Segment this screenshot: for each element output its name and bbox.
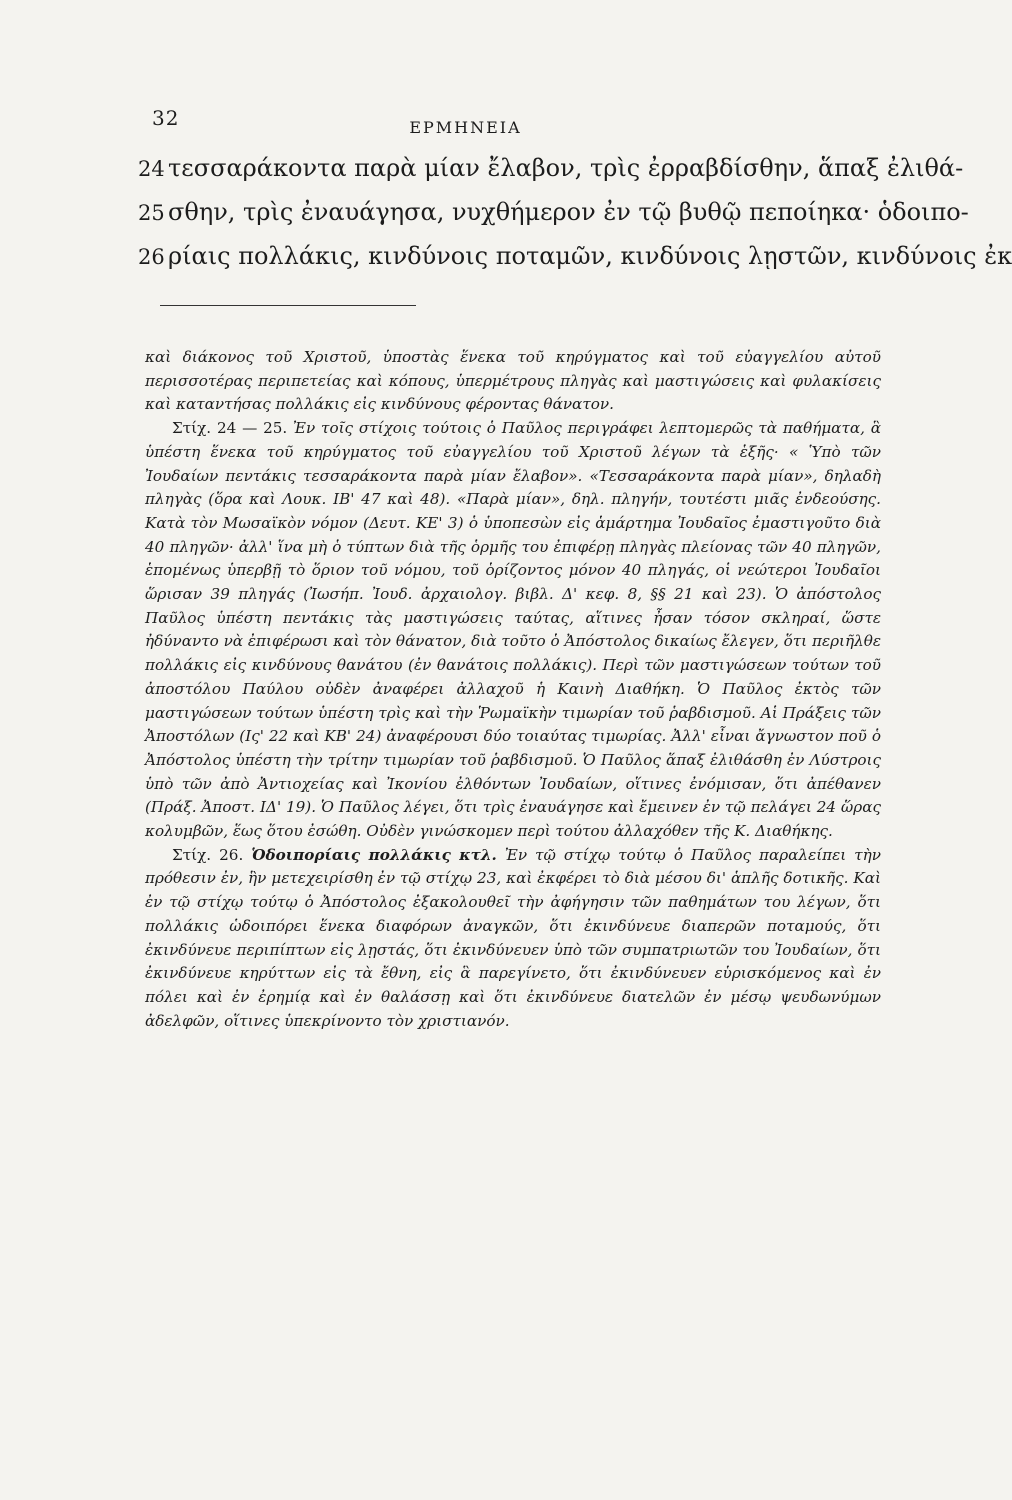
commentary-paragraph: καὶ διάκονος τοῦ Χριστοῦ, ὑποστὰς ἕνεκα τοῦ κηρύγματος καὶ τοῦ εὐαγγελίου αὐτοῦ περισσοτέρας περιπετείας καὶ κόπους, ὑπερμέτρους πληγὰς καὶ μαστιγώσεις καὶ φυλακίσεις καὶ καταντήσας πολλάκις εἰς κινδύνους φέροντας θάνατον. xyxy=(145,348,881,414)
running-title: ΕΡΜΗΝΕΙΑ xyxy=(409,118,522,137)
commentary xyxy=(145,346,881,1033)
verse-line xyxy=(138,242,1012,286)
verse-number: 24 xyxy=(138,157,165,181)
footnote-divider xyxy=(160,305,416,306)
scripture-text xyxy=(138,154,1012,286)
commentary-text: Ἐν τοῖς στίχοις τούτοις ὁ Παῦλος περιγράφει λεπτομερῶς τὰ παθήματα, ἃ ὑπέστη ἕνεκα τοῦ κηρύγματος τοῦ εὐαγγελίου τοῦ Χριστοῦ λέγων τὰ ἑξῆς· « Ὑπὸ τῶν Ἰουδαίων πεντάκις τεσσαράκοντα παρὰ μίαν ἔλαβον». «Τεσσαράκοντα παρὰ μίαν», δηλαδὴ πληγὰς (ὅρα καὶ Λουκ. ΙΒ' 47 καὶ 48). «Παρὰ μίαν», δηλ. πληγήν, τουτέστι μιᾶς ἐνδεούσης. Κατὰ τὸν Μωσαϊκὸν νόμον (Δευτ. ΚΕ' 3) ὁ ὑποπεσὼν εἰς ἁμάρτημα Ἰουδαῖος ἐμαστιγοῦτο διὰ 40 πληγῶν· ἀλλ' ἵνα μὴ ὁ τύπτων διὰ τῆς ὁρμῆς του ἐπιφέρῃ πληγὰς πλείονας τῶν 40 πληγῶν, ἑπομένως ὑπερβῇ τὸ ὅριον τοῦ νόμου, τοῦ ὁρίζοντος μόνον 40 πληγάς, οἱ νεώτεροι Ἰουδαῖοι ὥρισαν 39 πληγάς (Ἰωσήπ. Ἰουδ. ἀρχαιολογ. βιβλ. Δ' κεφ. 8, §§ 21 καὶ 23). Ὁ ἀπόστολος Παῦλος ὑπέστη πεντάκις τὰς μαστιγώσεις ταύτας, αἵτινες ἦσαν τόσον σκληραί, ὥστε ἠδύναντο νὰ ἐπιφέρωσι καὶ τὸν θάνατον, διὰ τοῦτο ὁ Ἀπόστολος δικαίως ἔλεγεν, ὅτι περιῆλθε πολλάκις εἰς κινδύνους θανάτου (ἐν θανάτοις πολλάκις). Περὶ τῶν μαστιγώσεων τούτων τοῦ ἀποστόλου Παύλου οὐδὲν ἀναφέρει ἀλλαχοῦ ἡ Καινὴ Διαθήκη. Ὁ Παῦλος ἐκτὸς τῶν μαστιγώσεων τούτων ὑπέστη τρὶς καὶ τὴν Ῥωμαϊκὴν τιμωρίαν τοῦ ῥαβδισμοῦ. Αἱ Πράξεις τῶν Ἀποστόλων (Ις' 22 καὶ ΚΒ' 24) ἀναφέρουσι δύο τοιαύτας τιμωρίας. Ἀλλ' εἶναι ἄγνωστον ποῦ ὁ Ἀπόστολος ὑπέστη τὴν τρίτην τιμωρίαν τοῦ ῥαβδισμοῦ. Ὁ Παῦλος ἅπαξ ἐλιθάσθη ἐν Λύστροις ὑπὸ τῶν ἀπὸ Ἀντιοχείας καὶ Ἰκονίου ἐλθόντων Ἰουδαίων, οἵτινες ἐνόμισαν, ὅτι ἀπέθανεν (Πράξ. Ἀποστ. ΙΔ' 19). Ὁ Παῦλος λέγει, ὅτι τρὶς ἐναυάγησε καὶ ἔμεινεν ἐν τῷ πελάγει 24 ὥρας κολυμβῶν, ἕως ὅτου ἐσώθη. Οὐδὲν γινώσκομεν περὶ τούτου ἀλλαχόθεν τῆς Κ. Διαθήκης. xyxy=(145,419,881,841)
verse-line xyxy=(138,198,969,242)
verse-number: 25 xyxy=(138,201,165,225)
verse-line xyxy=(138,154,964,198)
lemma: Ὁδοιπορίαις πολλάκις κτλ. xyxy=(251,845,497,864)
verse-reference: Στίχ. 26. xyxy=(172,845,244,864)
verse-text: τεσσαράκοντα παρὰ μίαν ἔλαβον, τρὶς ἐρραβδίσθην, ἅπαξ ἐλιθά- xyxy=(168,154,964,182)
verse-reference: Στίχ. 24 — 25. xyxy=(172,419,288,438)
verse-number: 26 xyxy=(138,245,165,269)
page-number: 32 xyxy=(152,106,180,130)
commentary-text: Ἐν τῷ στίχῳ τούτῳ ὁ Παῦλος παραλείπει τὴν πρόθεσιν ἐν, ἣν μετεχειρίσθη ἐν τῷ στίχῳ 23, καὶ ἐκφέρει τὸ διὰ μέσου δι' ἁπλῆς δοτικῆς. Καὶ ἐν τῷ στίχῳ τούτῳ ὁ Ἀπόστολος ἐξακολουθεῖ τὴν ἀφήγησιν τῶν παθημάτων του λέγων, ὅτι πολλάκις ὡδοιπόρει ἕνεκα διαφόρων ἀναγκῶν, ὅτι ἐκινδύνευε διαπερῶν ποταμούς, ὅτι ἐκινδύνευε περιπίπτων εἰς λῃστάς, ὅτι ἐκινδύνευεν ὑπὸ τῶν συμπατριωτῶν του Ἰουδαίων, ὅτι ἐκινδύνευε κηρύττων εἰς τὰ ἔθνη, εἰς ἃ παρεγίνετο, ὅτι ἐκινδύνευεν εὑρισκόμενος καὶ ἐν πόλει καὶ ἐν ἐρημίᾳ καὶ ἐν θαλάσσῃ καὶ ὅτι ἐκινδύνευε διατελῶν ἐν μέσῳ ψευδωνύμων ἀδελφῶν, οἵτινες ὑπεκρίνοντο τὸν χριστιανόν. xyxy=(145,845,882,1030)
commentary-paragraph xyxy=(145,844,881,1034)
commentary-paragraph xyxy=(145,417,881,844)
verse-text: ρίαις πολλάκις, κινδύνοις ποταμῶν, κινδύνοις λῃστῶν, κινδύνοις ἐκ xyxy=(168,242,1012,270)
verse-text: σθην, τρὶς ἐναυάγησα, νυχθήμερον ἐν τῷ βυθῷ πεποίηκα· ὁδοιπο- xyxy=(168,198,969,226)
